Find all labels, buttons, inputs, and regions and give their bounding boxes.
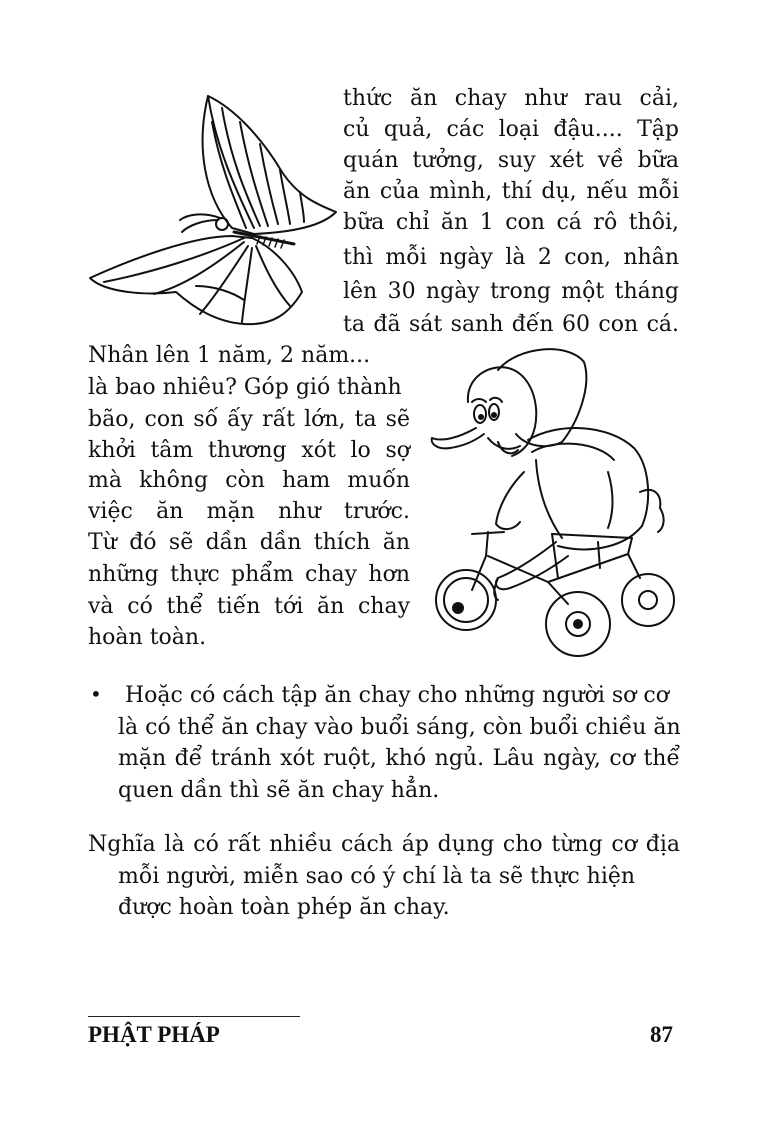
text-line: được hoàn toàn phép ăn chay.: [118, 895, 450, 920]
text-line: những thực phẩm chay hơn: [88, 562, 410, 587]
bullet-symbol: •: [90, 682, 102, 706]
text-line: mỗi người, miễn sao có ý chí là ta sẽ thực hiện: [118, 864, 636, 889]
text-line: lên 30 ngày trong một tháng: [343, 279, 679, 304]
elephant-on-tricycle-illustration: [428, 342, 686, 662]
text-line: bão, con số ấy rất lớn, ta sẽ: [88, 407, 410, 432]
page-number: 87: [650, 1022, 673, 1047]
text-line: là bao nhiêu? Góp gió thành: [88, 375, 402, 400]
footer-title: PHẬT PHÁP: [88, 1022, 220, 1047]
text-line: thì mỗi ngày là 2 con, nhân: [343, 245, 679, 270]
text-line: Nghĩa là có rất nhiều cách áp dụng cho từng cơ địa: [88, 832, 680, 857]
text-line: củ quả, các loại đậu.... Tập: [343, 117, 679, 142]
text-line: khởi tâm thương xót lo sợ: [88, 438, 410, 463]
text-line: mặn để tránh xót ruột, khó ngủ. Lâu ngày, cơ thể: [118, 746, 680, 771]
butterfly-illustration: [84, 86, 340, 330]
text-line: việc ăn mặn như trước.: [88, 499, 410, 524]
text-line: Nhân lên 1 năm, 2 năm...: [88, 343, 371, 368]
text-line: hoàn toàn.: [88, 625, 207, 650]
text-line: Từ đó sẽ dần dần thích ăn: [88, 530, 410, 555]
text-line: là có thể ăn chay vào buổi sáng, còn buổi chiều ăn: [118, 715, 681, 740]
text-line: mà không còn ham muốn: [88, 468, 410, 493]
text-line: quán tưởng, suy xét về bữa: [343, 148, 679, 173]
text-line: Hoặc có cách tập ăn chay cho những người sơ cơ: [118, 683, 669, 708]
text-line: ta đã sát sanh đến 60 con cá.: [343, 312, 679, 337]
text-line: và có thể tiến tới ăn chay: [88, 594, 410, 619]
text-line: quen dần thì sẽ ăn chay hẳn.: [118, 778, 440, 803]
footer-rule: [88, 1016, 300, 1017]
text-line: ăn của mình, thí dụ, nếu mỗi: [343, 179, 679, 204]
text-line: bữa chỉ ăn 1 con cá rô thôi,: [343, 210, 679, 235]
text-line: thức ăn chay như rau cải,: [343, 86, 679, 111]
